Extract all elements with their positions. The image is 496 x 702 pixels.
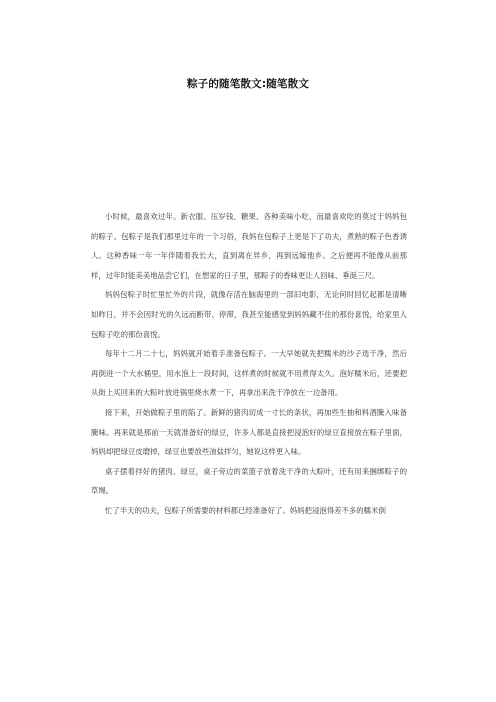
- paragraph: 小时候，最喜欢过年。新衣服、压岁钱、糖果、各种美味小吃，而最喜欢吃的莫过于妈妈包的粽子。包粽子是我们那里过年的一个习俗，我妈在包粽子上更是下了功夫，煮熟的粽子色香诱人。这种香味一年一年伴随着我长大，直到离在异乡，再到远嫁他乡。之后便再不能像从前那样，过年时能美美地品尝它们，在想家的日子里，那粽子的香味更让人回味、垂涎三尺。: [91, 212, 407, 280]
- paragraph: 桌子摆着拌好的猪肉、绿豆，桌子旁边的菜篮子放着洗干净的大粽叶，还有用来捆绑粽子的草绳。: [91, 466, 407, 496]
- page-title: 粽子的随笔散文:随笔散文: [186, 78, 310, 90]
- paragraph: 妈妈包粽子时忙里忙外的片段，就像存活在脑海里的一部旧电影，无论何时回忆起都是清晰如昨日，并不会因时光的久远而断带、停滞，我甚至能感觉到妈妈藏不住的那份喜悦，给家里人包粽子吃的那份喜悦。: [91, 290, 407, 339]
- article-body: [91, 207, 407, 521]
- paragraph: 每年十二月二十七，妈妈就开始着手准备包粽子。一大早她就先把糯米的沙子选干净，然后再倒进一个大水桶里，用水泡上一段时间，这样煮的时候就不用煮得太久。泡好糯米后，还要把从街上买回来的大粽叶放进锅里烧水煮一下，再拿出来洗干净放在一边备用。: [91, 349, 407, 398]
- paragraph: 忙了半天的功夫，包粽子所需要的材料都已经准备好了。妈妈把浸泡得差不多的糯米倒: [105, 505, 386, 515]
- paragraph: 接下来，开始做粽子里的陷了。新鲜的猪肉切成一寸长的条状，再加些生抽和料酒腌入味备腌味。再来就是那前一天就准备好的绿豆，许多人都是直接把浸泡好的绿豆直接放在粽子里面，妈妈却把绿豆皮磨掉，绿豆也要放些油盐拌匀，她说这样更入味。: [91, 407, 407, 457]
